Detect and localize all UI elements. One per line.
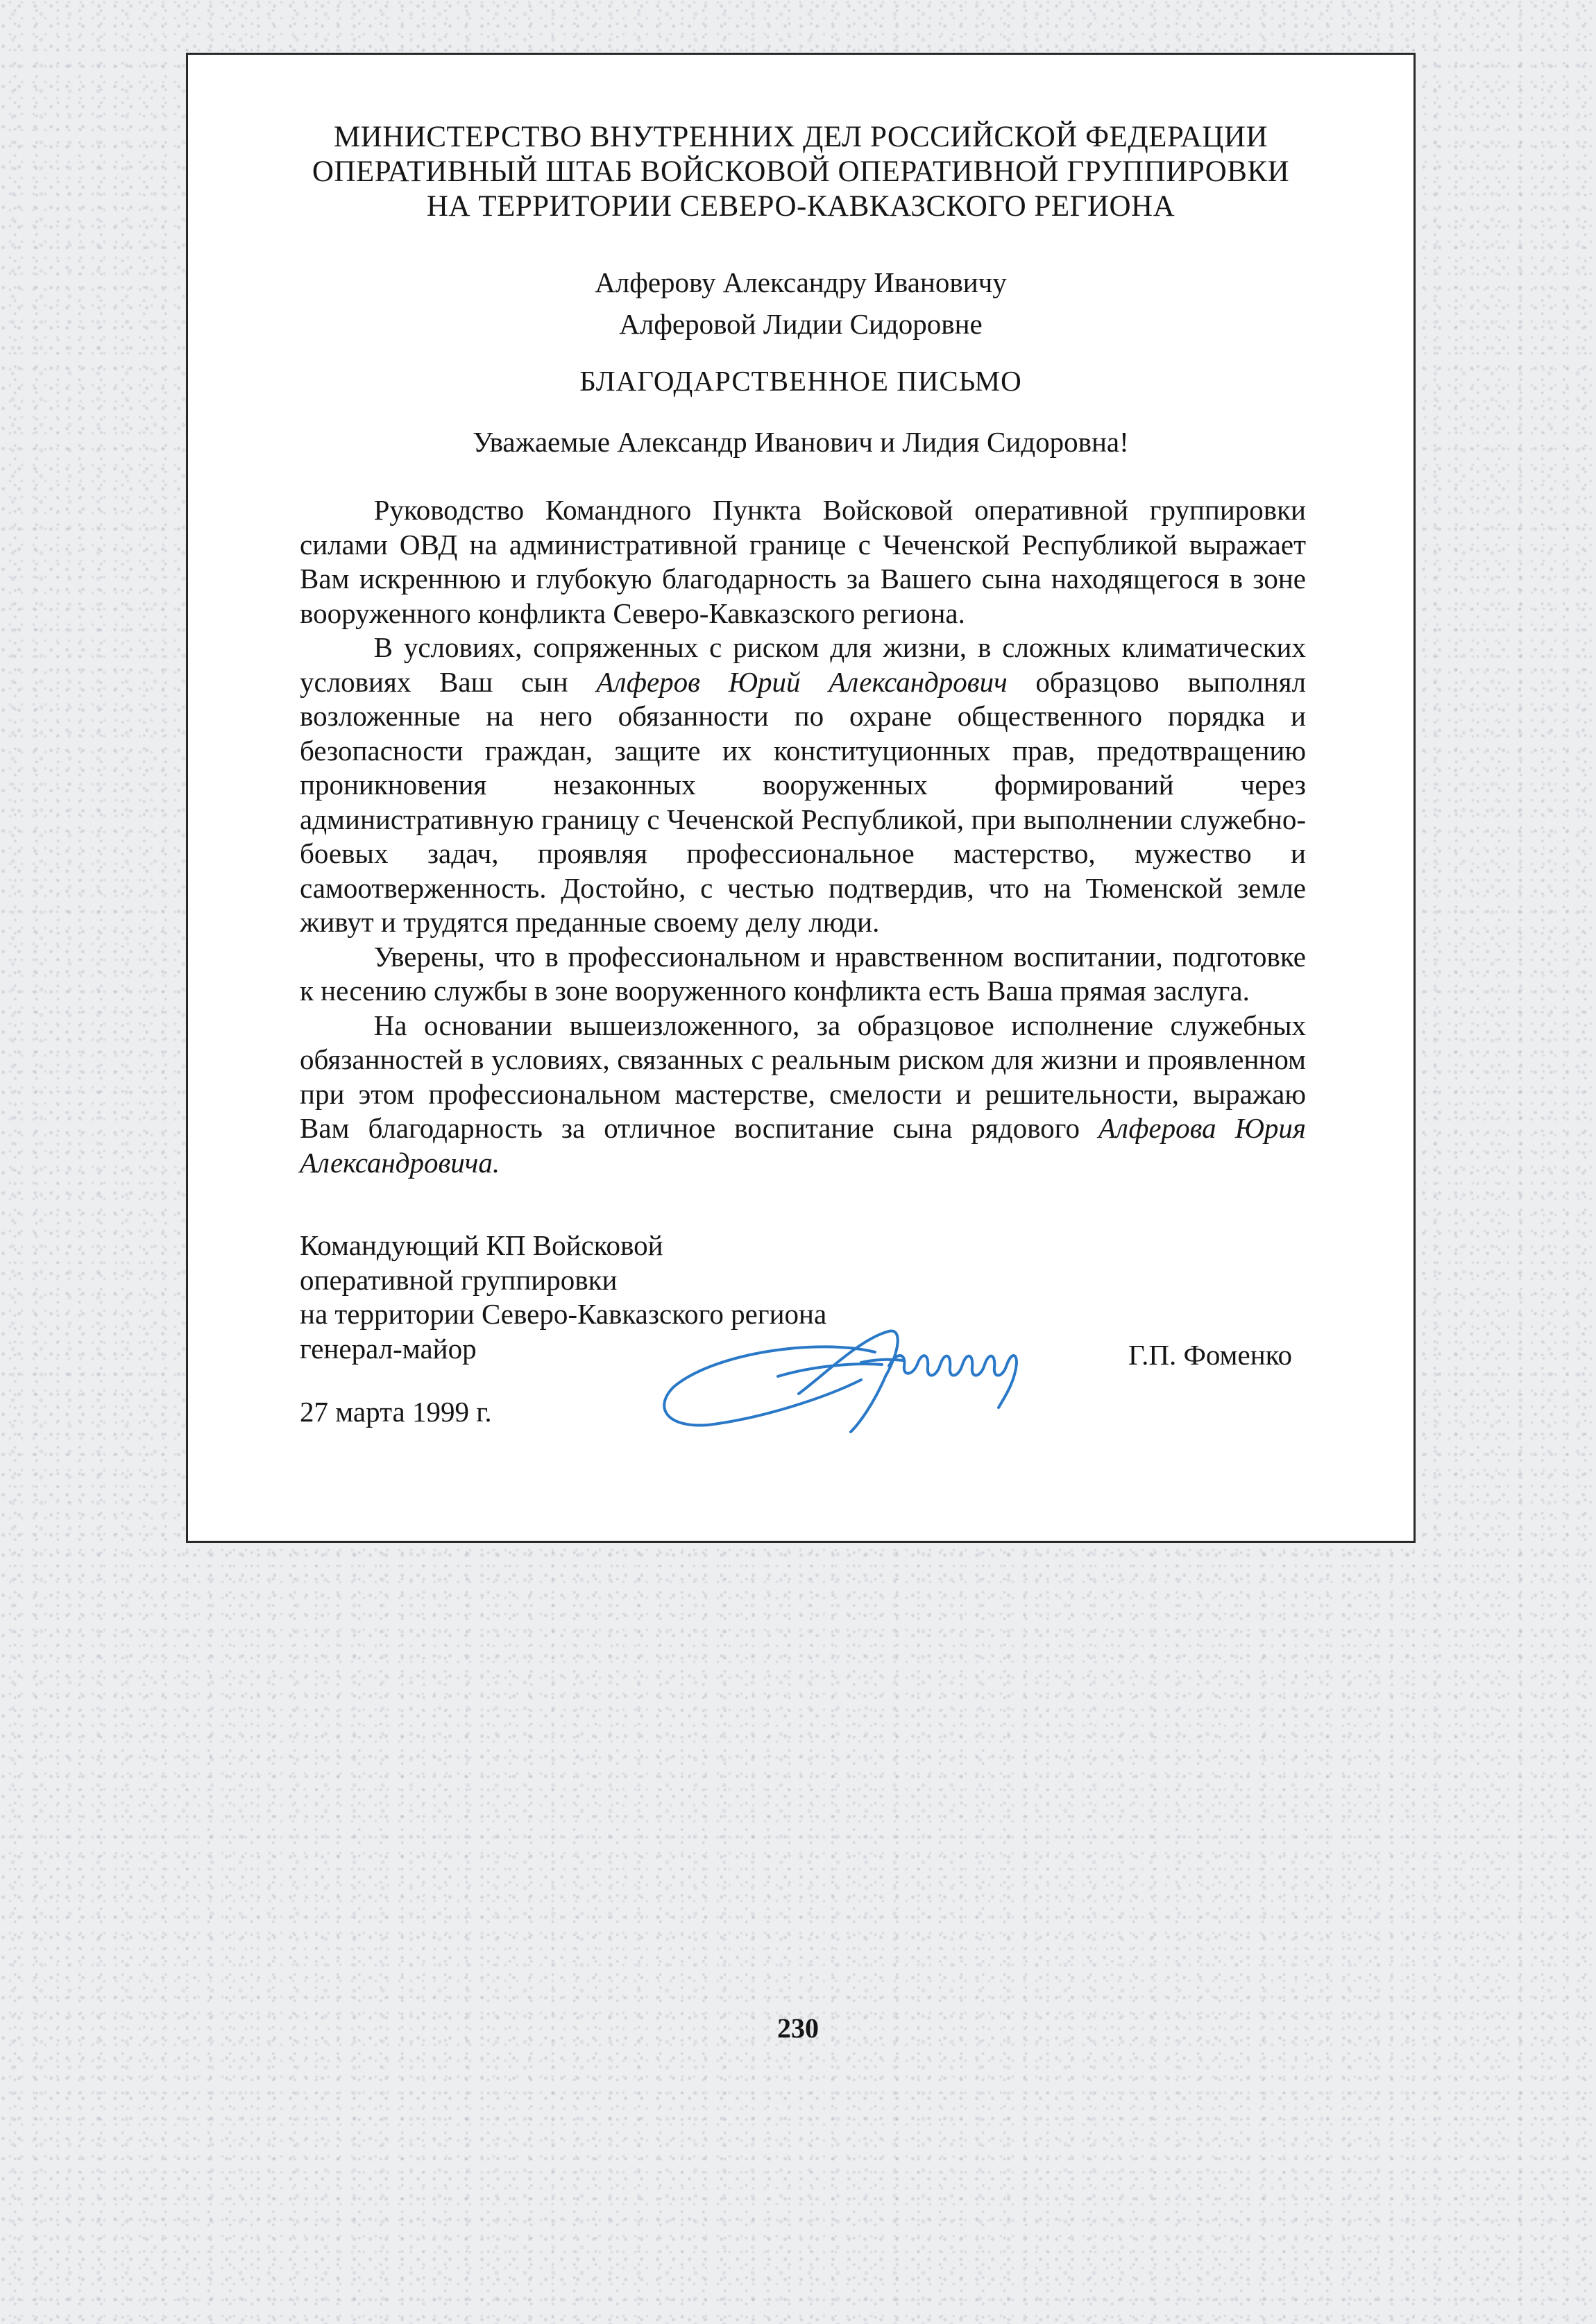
paragraph-4 (300, 1009, 1306, 1181)
page-number: 230 (777, 2013, 819, 2044)
header-line-1: МИНИСТЕРСТВО ВНУТРЕННИХ ДЕЛ РОССИЙСКОЙ ФЕДЕРАЦИИ (333, 121, 1268, 153)
addressee-line-2: Алферовой Лидии Сидоровне (619, 308, 983, 340)
addressee (188, 262, 1414, 345)
letter-date: 27 марта 1999 г. (300, 1396, 492, 1428)
handwritten-signature (653, 1310, 1042, 1435)
signer-title-line-1: Командующий КП Войсковой (300, 1229, 663, 1261)
letter-body (300, 493, 1306, 1180)
paragraph-3: Уверены, что в профессиональном и нравственном воспитании, подготовке к несению службы в зоне вооруженного конфликта есть Ваша прямая заслуга. (300, 940, 1306, 1007)
signer-rank: генерал-майор (300, 1332, 477, 1365)
letter-frame (186, 53, 1416, 1543)
letter-header (188, 120, 1414, 224)
son-name-genitive: Алферова Юрия Александровича. (300, 1112, 1306, 1179)
salutation: Уважаемые Александр Иванович и Лидия Сидоровна! (473, 426, 1129, 458)
header-line-2: ОПЕРАТИВНЫЙ ШТАБ ВОЙСКОВОЙ ОПЕРАТИВНОЙ ГРУППИРОВКИ (312, 155, 1290, 188)
signer-title-line-3: на территории Северо-Кавказского региона (300, 1298, 827, 1330)
paragraph-4-start: На основании вышеизложенного, за образцовое исполнение служебных обязанностей в условиях, связанных с реальным риском для жизни и проявленном при этом профессиональном мастерстве, смелости и решительности, выражаю Вам благодарность за отличное воспитание сына рядового (300, 1009, 1306, 1144)
paragraph-1: Руководство Командного Пункта Войсковой оперативной группировки силами ОВД на административной границе с Чеченской Республикой выражает Вам искреннюю и глубокую благодарность за Вашего сына находящегося в зоне вооруженного конфликта Северо-Кавказского региона. (300, 494, 1306, 629)
signer-name: Г.П. Фоменко (1128, 1339, 1292, 1371)
addressee-line-1: Алферову Александру Ивановичу (595, 266, 1007, 298)
son-name: Алферов Юрий Александрович (596, 665, 1008, 698)
paragraph-2 (300, 631, 1306, 940)
header-line-3: НА ТЕРРИТОРИИ СЕВЕРО-КАВКАЗСКОГО РЕГИОНА (426, 190, 1175, 223)
paragraph-2-end: образцово выполнял возложенные на него обязанности по охране общественного порядка и безопасности граждан, защите их конституционных прав, предотвращению проникновения незаконных вооруженных формирований через административную границу с Чеченской Республикой, при выполнении служебно-боевых задач, проявляя профессиональное мастерство, мужество и самоотверженность. Достойно, с честью подтвердив, что на Тюменской земле живут и трудятся преданные своему делу люди. (300, 665, 1306, 938)
paragraph-2-start: В условиях, сопряженных с риском для жизни, в сложных климатических условиях Ваш сын (300, 631, 1306, 698)
signer-title-line-2: оперативной группировки (300, 1263, 618, 1296)
document-title: БЛАГОДАРСТВЕННОЕ ПИСЬМО (579, 365, 1022, 397)
